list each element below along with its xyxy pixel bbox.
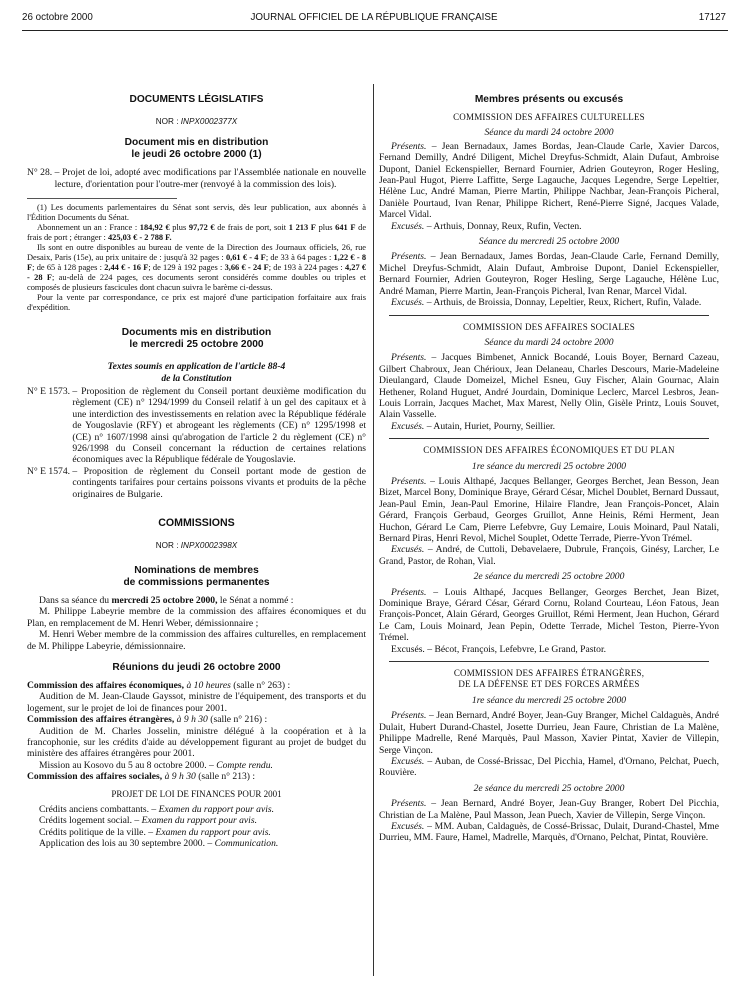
page-header xyxy=(22,12,726,25)
document-e1574: N° E 1574. – Proposition de règlement du Conseil portant mode de gestion de contingents tarifaires pour certains poissons vivants et produits de la pêche originaires de Bulgarie. xyxy=(27,465,366,500)
commissions-heading: COMMISSIONS xyxy=(158,517,235,530)
excuses-list: Excusés. – André, de Cuttoli, Debavelaere, Dubrule, François, Ginésy, Larcher, Le Grand, Pastor, de Rohan, Vial. xyxy=(379,544,719,567)
presents-list: Présents. – Jean Bernadaux, James Bordas, Jean-Claude Carle, Fernand Demilly, Michel Dreyfus-Schmidt, Alain Dufaut, Ambroise Dupont, Daniel Eckenspieller, Bernard Fournier, Adrien Gouteyron, Roger Hesling, Serge Lagauche, Hélène Luc, André Maman, Pierre Martin, Jean-François Picheral, Ivan Renar, Marcel Vidal. xyxy=(379,251,719,297)
commission-sociales-heading: COMMISSION DES AFFAIRES SOCIALES xyxy=(462,321,636,332)
documents-legislatifs-heading: DOCUMENTS LÉGISLATIFS xyxy=(129,94,264,105)
nominations-intro: Dans sa séance du mercredi 25 octobre 2000, le Sénat a nommé : xyxy=(39,594,294,606)
session-heading: 2e séance du mercredi 25 octobre 2000 xyxy=(473,571,625,583)
section-rule xyxy=(389,438,709,439)
session-heading: 1re séance du mercredi 25 octobre 2000 xyxy=(471,460,627,472)
right-column xyxy=(379,94,719,844)
session-heading: Séance du mardi 24 octobre 2000 xyxy=(484,336,614,348)
footnote-block: (1) Les documents parlementaires du Sénat sont servis, dès leur publication, aux abonnés à l'Édition Documents du Sénat. Abonnement un an : France : 184,92 € plus 97,72 € de frais de port, soit 1 213 F plus 641 F de frais de port ; étranger : 425,03 € - 2 788 F. Ils sont en outre disponibles au bureau de vente de la Direction des Journaux officiels, 26, rue Desaix, Paris (15e), au prix unitaire de : jusqu'à 32 pages : 0,61 € - 4 F; de 33 à 64 pages : 1,22 € - 8 F; de 65 à 128 pages : 2,44 € - 16 F; de 129 à 192 pages : 3,66 € - 24 F; de 193 à 224 pages : 4,27 € - 28 F; au-delà de 224 pages, ces documents seront considérés comme doubles ou triples et composés de plusieurs fascicules dont chacun suivra le barème ci-dessus. Pour la vente par correspondance, ce prix est majoré d'une participation forfaitaire aux frais d'expédition. xyxy=(27,203,367,313)
header-rule xyxy=(22,30,728,31)
commission-etrangeres-heading: COMMISSION DES AFFAIRES ÉTRANGÈRES, DE LA DÉFENSE ET DES FORCES ARMÉES xyxy=(453,668,645,690)
plf-item-application-lois: Application des lois au 30 septembre 2000. – Communication. xyxy=(39,838,279,850)
excuses-list: Excusés. – Auban, de Cossé-Brissac, Del Picchia, Hamel, d'Ornano, Pelchat, Puech, Rouvière. xyxy=(379,755,719,779)
reunion-2-mission: Mission au Kosovo du 5 au 8 octobre 2000. – Compte rendu. xyxy=(39,759,273,771)
presents-list: Présents. – Jean Bernadaux, James Bordas, Jean-Claude Carle, Xavier Darcos, Fernand Demilly, André Diligent, Michel Dreyfus-Schmidt, Alain Dufaut, Ambroise Dupont, Daniel Eckenspieller, Bernard Fournier, Adrien Gouteyron, Roger Hesling, Jean-Paul Hugot, Pierre Laffitte, Serge Lagauche, Jacques Legendre, Serge Lepeltier, Hélène Luc, André Maman, Pierre Martin, Philippe Nachbar, Jean-François Picheral, Danièle Pourtaud, Ivan Renar, Philippe Richert, René-Pierre Signé, Jacques Valade, Marcel Vidal. xyxy=(379,140,719,221)
reunion-affaires-etrangeres: Commission des affaires étrangères, à 9 h 30 (salle n° 216) : xyxy=(27,714,268,726)
session-heading: 1re séance du mercredi 25 octobre 2000 xyxy=(471,694,627,706)
nomination-weber: M. Henri Weber membre de la commission des affaires culturelles, en remplacement de M. Philippe Labeyrie, démissionnaire. xyxy=(27,629,366,652)
commission-economiques-heading: COMMISSION DES AFFAIRES ÉCONOMIQUES ET DU PLAN xyxy=(423,445,675,456)
presents-list: Présents. – Jean Bernard, André Boyer, Jean-Guy Branger, Michel Caldaguès, André Dulait, Hubert Durand-Chastel, Josette Durrieu, Jean Faure, Christian de La Malène, Philippe Madrelle, René Marquès, Paul Masson, Xavier Pintat, Xavier de Villepin, Serge Vinçon. xyxy=(379,710,719,756)
nomination-labeyrie: M. Philippe Labeyrie membre de la commission des affaires économiques et du Plan, en remplacement de M. Henri Weber, démissionnaire ; xyxy=(27,606,366,629)
nominations-heading: Nominations de membres de commissions permanentes xyxy=(123,564,270,588)
plf-item-politique-ville: Crédits politique de la ville. – Examen du rapport pour avis. xyxy=(39,826,271,838)
plf-heading: PROJET DE LOI DE FINANCES POUR 2001 xyxy=(111,788,282,799)
textes-heading: Textes soumis en application de l'article 88-4 de la Constitution xyxy=(107,361,286,384)
distribution-heading-2: Documents mis en distribution le mercredi 25 octobre 2000 xyxy=(121,327,272,351)
reunion-2-text: Audition de M. Charles Josselin, ministre délégué à la coopération et à la francophonie, sur les crédits d'aide au développement figurant au projet de budget du ministère des affaires étrangères pour 2001. xyxy=(27,725,366,760)
document-n28: N° 28. – Projet de loi, adopté avec modifications par l'Assemblée nationale en nouvelle lecture, d'orientation pour l'outre-mer (renvoyé à la commission des lois). xyxy=(27,167,366,190)
nor-reference-1: NOR : INPX0002377X xyxy=(155,117,238,126)
reunion-1-text: Audition de M. Jean-Claude Gayssot, ministre de l'équipement, des transports et du logement, sur le projet de loi de finances pour 2001. xyxy=(27,691,366,714)
column-divider xyxy=(373,84,374,976)
header-page-number: 17127 xyxy=(698,12,726,23)
reunion-affaires-sociales: Commission des affaires sociales, à 9 h 30 (salle n° 213) : xyxy=(27,771,256,783)
left-column xyxy=(27,94,366,850)
session-heading: Séance du mercredi 25 octobre 2000 xyxy=(478,236,620,248)
distribution-heading-1: Document mis en distribution le jeudi 26 octobre 2000 (1) xyxy=(124,137,269,161)
reunion-affaires-economiques: Commission des affaires économiques, à 10 heures (salle n° 263) : xyxy=(27,679,291,691)
excuses-list: Excusés. – Arthuis, Donnay, Reux, Rufin, Vecten. xyxy=(391,220,582,232)
membres-heading: Membres présents ou excusés xyxy=(474,94,624,105)
section-rule xyxy=(389,315,709,316)
excuses-list: Excusés. – MM. Auban, Caldaguès, de Cossé-Brissac, Dulait, Durand-Chastel, Mme Durrieu, MM. Faure, Hamel, Madrelle, Marquès, d'Ornano, Pelchat, Pintat, Rouvière. xyxy=(379,820,719,844)
presents-list: Présents. – Louis Althapé, Jacques Bellanger, Georges Berchet, Jean Bizet, Dominique Braye, Gérard César, Gérard Cornu, Roland Courteau, Léon Fatous, Jean François-Poncet, Alain Gérard, Georges Gruillot, Rémi Herment, Jean Huchon, Gérard Le Cam, Louis Moinard, Jean Pepin, Odette Terrade, Michel Teston, Pierre-Yvon Trémel. xyxy=(379,586,719,644)
header-date: 26 octobre 2000 xyxy=(22,12,93,23)
presents-list: Présents. – Jacques Bimbenet, Annick Bocandé, Louis Boyer, Bernard Cazeau, Gilbert Chabroux, Jean Chérioux, Jean Delaneau, Charles Descours, Marie-Madeleine Dieulangard, Claude Domeizel, Michel Esneu, Guy Fischer, Alain Gournac, Alain Hethener, Roland Huguet, André Jourdain, Dominique Leclerc, Marcel Lesbros, Jean-Louis Lorrain, Jacques Machet, Max Marest, Nelly Olin, Gisèle Printz, Louis Souvet, Alain Vasselle. xyxy=(379,352,719,421)
plf-item-logement-social: Crédits logement social. – Examen du rapport pour avis. xyxy=(39,815,257,827)
excuses-list: Excusés. – Autain, Huriet, Pourny, Seillier. xyxy=(391,420,556,432)
document-e1573: N° E 1573. – Proposition de règlement du Conseil portant deuxième modification du règlement (CE) n° 1294/1999 du Conseil relatif à un gel des capitaux et à une interdiction des investissements en relation avec la République fédérale de Yougoslavie (RFY) et abrogeant les règlements (CE) n° 1295/1998 et (CE) n° 1607/1998 ainsi qu'abrogation de l'article 2 du règlement (CE) n° 926/1998 du Conseil concernant la réduction de certaines relations économiques avec la République fédérale de Yougoslavie. xyxy=(27,386,366,466)
nor-reference-2: NOR : INPX0002398X xyxy=(155,540,238,550)
presents-list: Présents. – Jean Bernard, André Boyer, Jean-Guy Branger, Robert Del Picchia, Christian de La Malène, Paul Masson, Jean Puech, Xavier de Villepin, Serge Vinçon. xyxy=(379,798,719,821)
header-title: JOURNAL OFFICIEL DE LA RÉPUBLIQUE FRANÇAISE xyxy=(250,12,498,23)
excuses-list: Excusés. – Arthuis, de Broissia, Donnay, Lepeltier, Reux, Richert, Rufin, Valade. xyxy=(391,297,702,309)
section-rule xyxy=(389,661,709,662)
session-heading: Séance du mardi 24 octobre 2000 xyxy=(484,127,614,139)
commission-culturelles-heading: COMMISSION DES AFFAIRES CULTURELLES xyxy=(453,112,645,122)
presents-list: Présents. – Louis Althapé, Jacques Bellanger, Georges Berchet, Jean Besson, Jean Bizet, Marcel Bony, Dominique Braye, Gérard César, Michel Doublet, Bernard Dussaut, Jean-Paul Emin, Jean-Paul Emorine, Hilaire Flandre, Jean François-Poncet, Alain Gérard, François Gerbaud, Georges Gruillot, Anne Heinis, Rémi Herment, Jean Huchon, Gérard Le Cam, Pierre Lefebvre, Guy Lemaire, Louis Moinard, Paul Natali, Bernard Piras, Henri Revol, Michel Souplet, Odette Terrade, Pierre-Yvon Trémel. xyxy=(379,475,720,544)
session-heading: 2e séance du mercredi 25 octobre 2000 xyxy=(473,782,625,794)
plf-item-anciens-combattants: Crédits anciens combattants. – Examen du rapport pour avis. xyxy=(39,804,275,815)
excuses-list: Excusés. – Bécot, François, Lefebvre, Le Grand, Pastor. xyxy=(391,643,607,655)
reunions-heading: Réunions du jeudi 26 octobre 2000 xyxy=(112,661,281,673)
